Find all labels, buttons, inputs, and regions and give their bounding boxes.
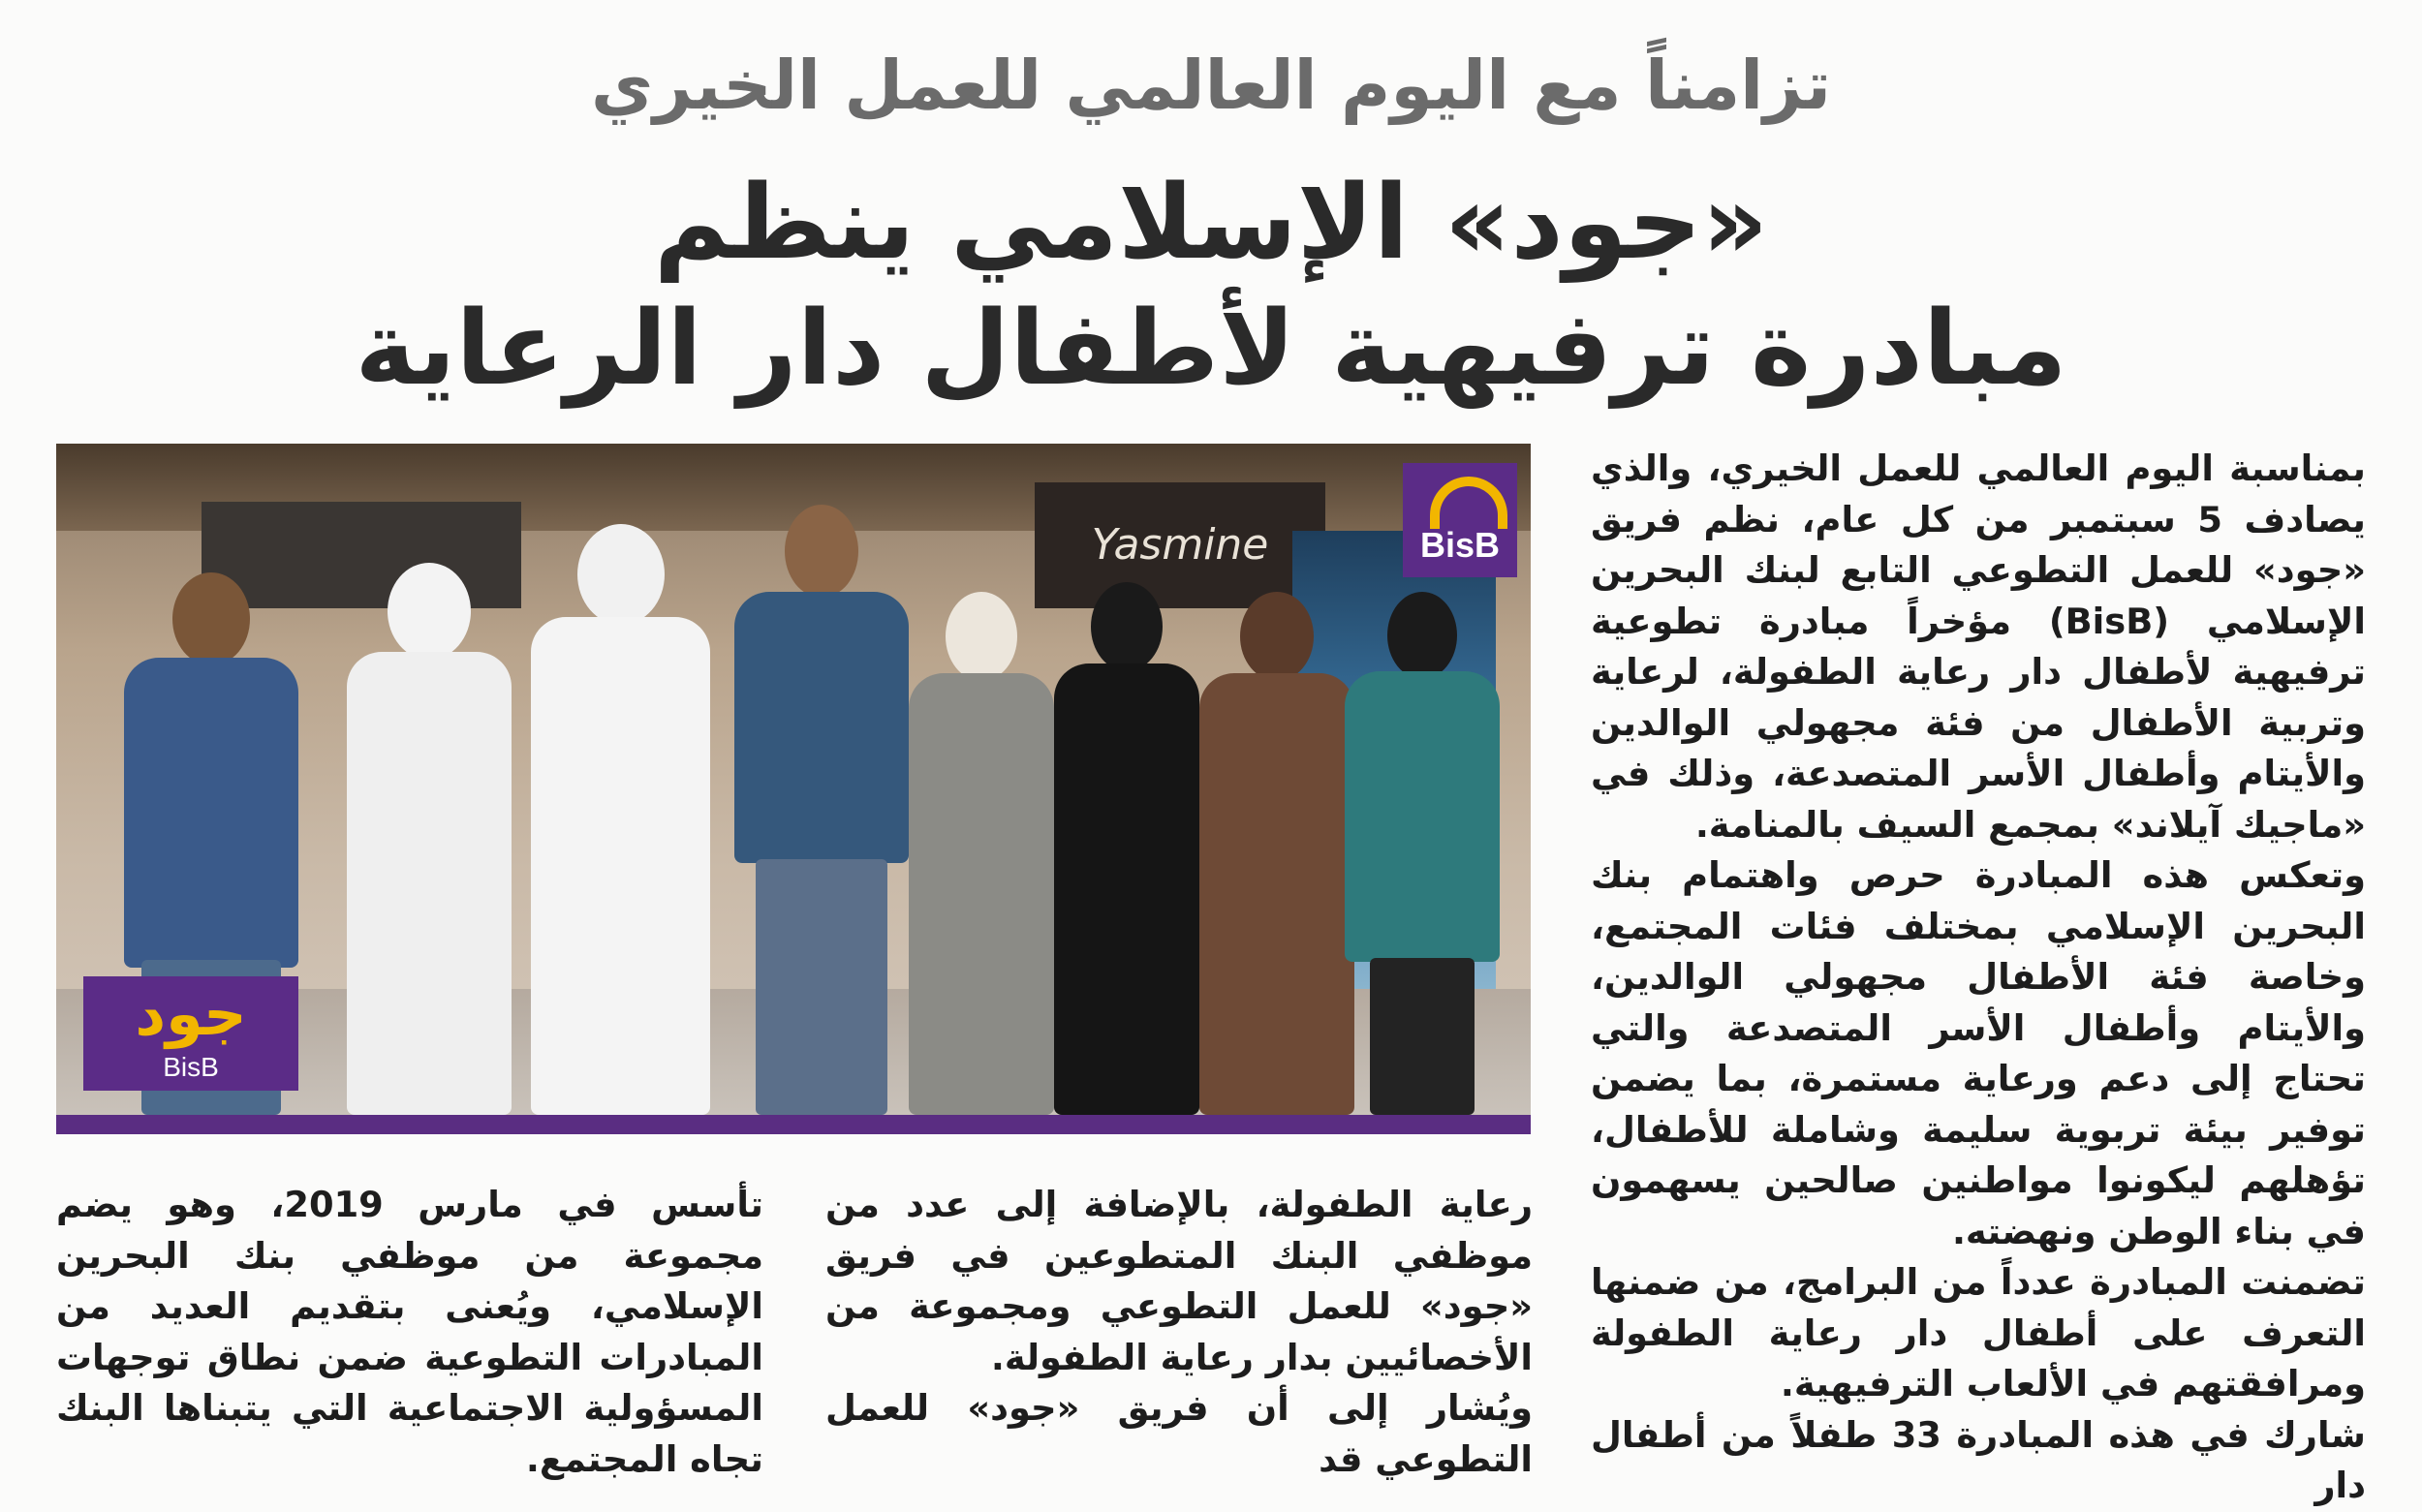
article-column-middle <box>825 1180 1533 1485</box>
person-figure <box>909 592 1054 1115</box>
person-figure <box>734 505 909 1115</box>
headline-line-1: «جود» الإسلامي ينظم <box>653 163 1769 282</box>
paragraph: شارك في هذه المبادرة 33 طفلاً من أطفال دار <box>1591 1413 2366 1506</box>
article-photo <box>56 444 1531 1134</box>
person-figure <box>531 524 710 1115</box>
article-kicker: تزامناً مع اليوم العالمي للعمل الخيري <box>591 46 1831 125</box>
bisb-logo: BisB <box>1403 463 1517 577</box>
paragraph: رعاية الطفولة، بالإضافة إلى عدد من موظفي البنك المتطوعين في فريق «جود» للعمل التطوعي ومجموعة من الأخصائيين بدار رعاية الطفولة. <box>825 1184 1533 1378</box>
person-figure <box>347 563 512 1115</box>
paragraph: تضمنت المبادرة عدداً من البرامج، من ضمنها التعرف على أطفال دار رعاية الطفولة ومرافقتهم في الألعاب الترفيهية. <box>1591 1261 2366 1404</box>
article-column-left <box>56 1180 763 1485</box>
headline-line-2: مبادرة ترفيهية لأطفال دار الرعاية <box>355 289 2067 408</box>
article-column-right <box>1591 444 2366 1512</box>
jood-logo: جود BisB <box>83 976 298 1091</box>
photo-brand-stripe <box>56 1115 1531 1134</box>
person-figure <box>1345 592 1500 1115</box>
bisb-arc-icon <box>1430 477 1507 529</box>
paragraph: تأسس في مارس 2019، وهو يضم مجموعة من موظفي بنك البحرين الإسلامي، ويُعنى بتقديم العديد من المبادرات التطوعية ضمن نطاق توجهات المسؤولية الاجتماعية التي يتبناها البنك تجاه المجتمع. <box>56 1184 763 1480</box>
paragraph: بمناسبة اليوم العالمي للعمل الخيري، والذي يصادف 5 سبتمبر من كل عام، نظم فريق «جود» للعمل التطوعي التابع لبنك البحرين الإسلامي (BisB) مؤخراً مبادرة تطوعية ترفيهية لأطفال دار رعاية الطفولة، لرعاية وتربية الأطفال من فئة مجهولي الوالدين والأيتام وأطفال الأسر المتصدعة، وذلك في «ماجيك آيلاند» بمجمع السيف بالمنامة. <box>1591 447 2366 846</box>
paragraph: ويُشار إلى أن فريق «جود» للعمل التطوعي قد <box>825 1387 1533 1480</box>
photo-store-sign: Yasmine <box>1035 482 1325 608</box>
person-figure <box>1199 592 1354 1115</box>
person-figure <box>1054 582 1199 1115</box>
paragraph: وتعكس هذه المبادرة حرص واهتمام بنك البحرين الإسلامي بمختلف فئات المجتمع، وخاصة فئة الأطفال مجهولي الوالدين، والأيتام وأطفال الأسر المتصدعة والتي تحتاج إلى دعم ورعاية مستمرة، بما يضمن توفير بيئة تربوية سليمة وشاملة للأطفال، تؤهلهم ليكونوا مواطنين صالحين يسهمون في بناء الوطن ونهضته. <box>1591 854 2366 1252</box>
